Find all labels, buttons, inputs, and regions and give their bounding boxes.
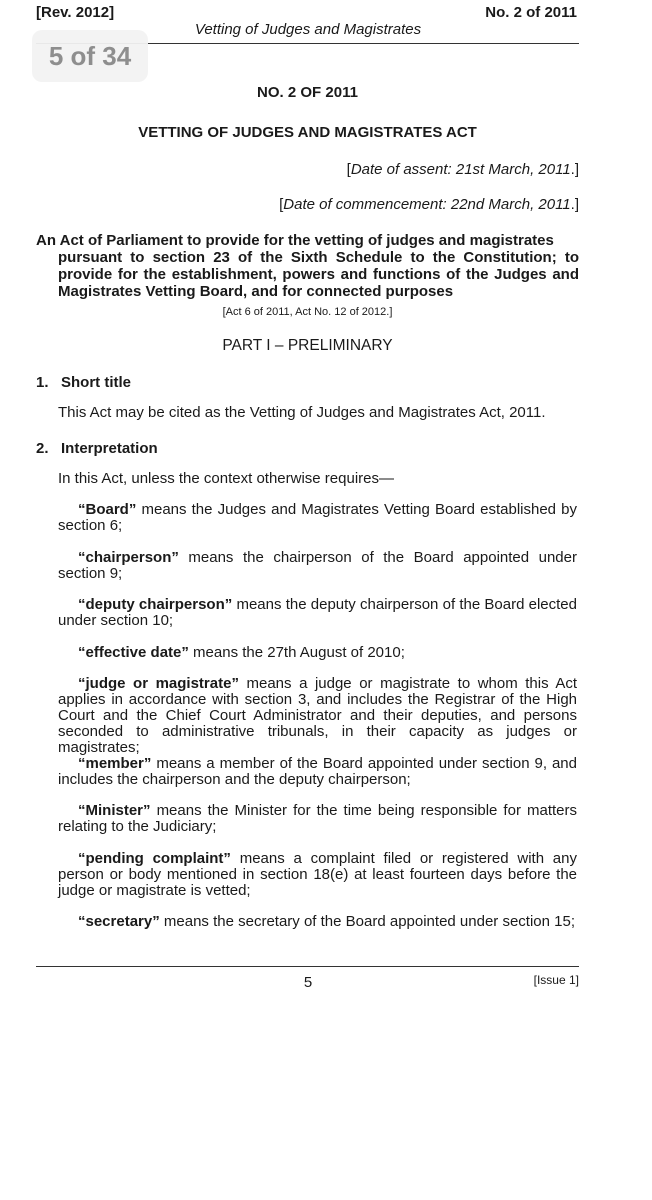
long-title-first-line: An Act of Parliament to provide for the vetting of judges and magistrates — [36, 232, 554, 249]
date-of-commencement: [Date of commencement: 22nd March, 2011.] — [279, 196, 579, 213]
date-of-assent: [Date of assent: 21st March, 2011.] — [346, 161, 579, 178]
act-citation: [Act 6 of 2011, Act No. 12 of 2012.] — [222, 306, 393, 318]
definition-text: means the secretary of the Board appointed under section 15; — [159, 913, 575, 930]
definition-effective-date — [58, 645, 577, 661]
section-heading-short-title — [36, 374, 131, 391]
definition-chairperson — [58, 550, 577, 582]
definition-minister — [58, 803, 577, 835]
issue-label: [Issue 1] — [533, 973, 579, 987]
definition-judge-or-magistrate — [58, 676, 577, 756]
page-indicator-badge: 5 of 34 — [32, 30, 148, 82]
footer-divider — [36, 966, 579, 967]
definition-text: means a complaint filed or registered with any person or body mentioned in section 18(e) at least fourteen days before the judge or magistrate is vetted; — [58, 850, 577, 899]
definition-term: “pending complaint” — [78, 850, 231, 867]
page-number: 5 — [303, 974, 313, 991]
definition-term: “secretary” — [78, 913, 160, 930]
revision-label: [Rev. 2012] — [36, 4, 115, 21]
section-heading-interpretation — [36, 440, 158, 457]
definition-text: means a member of the Board appointed under section 9, and includes the chairperson and the deputy chairperson; — [58, 755, 577, 788]
act-number-label: No. 2 of 2011 — [485, 4, 577, 21]
definition-text: means the Minister for the time being responsible for matters relating to the Judiciary; — [58, 802, 577, 835]
running-title: Vetting of Judges and Magistrates — [194, 21, 422, 38]
act-title: VETTING OF JUDGES AND MAGISTRATES ACT — [138, 124, 477, 141]
section-title: Short title — [61, 374, 131, 391]
definition-member — [58, 756, 577, 788]
definition-secretary — [58, 914, 577, 930]
section-number: 2. — [36, 440, 49, 457]
definition-term: “deputy chairperson” — [78, 596, 233, 613]
definition-text: means the chairperson of the Board appointed under section 9; — [58, 549, 577, 582]
definition-term: “Minister” — [78, 802, 151, 819]
definition-text: means a judge or magistrate to whom this Act applies in accordance with section 3, and includes the Registrar of the High Court and the Chief Court Administrator and their deputies, and persons seconded to administrative tribunals, in their capacity as judges or magistrates; — [58, 675, 577, 756]
definition-text: means the 27th August of 2010; — [188, 644, 405, 661]
definition-deputy-chairperson — [58, 597, 577, 629]
section-number: 1. — [36, 374, 49, 391]
definition-board — [58, 502, 577, 534]
section-title: Interpretation — [61, 440, 158, 457]
definition-text: means the deputy chairperson of the Board elected under section 10; — [58, 596, 577, 629]
definition-term: “judge or magistrate” — [78, 675, 239, 692]
definition-pending-complaint — [58, 851, 577, 899]
act-number-heading: NO. 2 OF 2011 — [257, 84, 358, 101]
definition-term: “Board” — [78, 501, 137, 518]
definition-term: “effective date” — [78, 644, 189, 661]
section-text-interpretation: In this Act, unless the context otherwise requires— — [58, 470, 394, 487]
long-title — [36, 232, 579, 300]
long-title-continuation: pursuant to section 23 of the Sixth Schedule to the Constitution; to provide for the establishment, powers and functions of the Judges and Magistrates Vetting Board, and for connected purposes — [58, 249, 579, 300]
definition-text: means the Judges and Magistrates Vetting Board established by section 6; — [58, 501, 577, 534]
definition-term: “chairperson” — [78, 549, 179, 566]
section-text-short-title: This Act may be cited as the Vetting of Judges and Magistrates Act, 2011. — [58, 404, 546, 421]
date-of-assent-text: Date of assent: 21st March, 2011 — [350, 161, 571, 178]
definition-term: “member” — [78, 755, 152, 772]
part-heading: PART I – PRELIMINARY — [222, 337, 393, 354]
date-of-commencement-text: Date of commencement: 22nd March, 2011 — [283, 196, 571, 213]
